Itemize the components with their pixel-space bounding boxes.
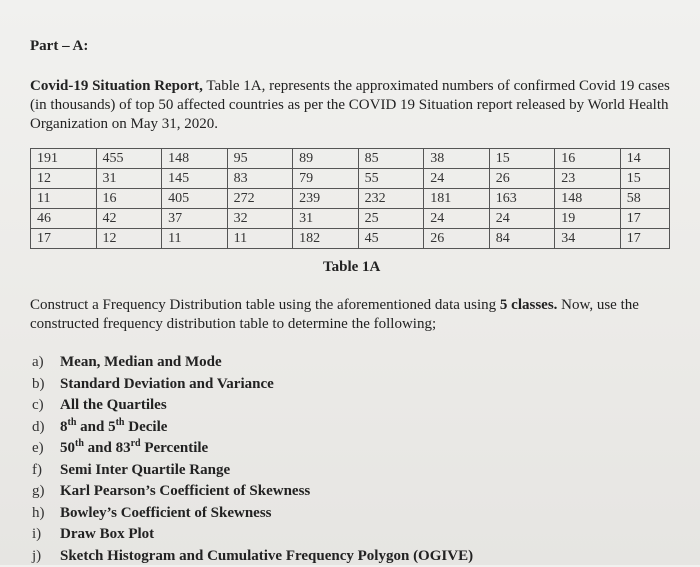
table-cell: 79 [293, 169, 359, 189]
table-cell: 84 [489, 229, 555, 249]
question-text: All the Quartiles [60, 397, 167, 413]
question-text: Semi Inter Quartile Range [60, 462, 230, 478]
table-row [31, 229, 670, 249]
table-cell: 19 [555, 209, 621, 229]
question-item [32, 438, 473, 460]
table-row [31, 169, 670, 189]
question-item [32, 481, 473, 503]
table-cell: 14 [620, 149, 669, 169]
table-cell: 182 [293, 229, 359, 249]
table-cell: 15 [620, 169, 669, 189]
ordinal-number: 50 [60, 440, 75, 456]
question-text: Mean, Median and Mode [60, 354, 222, 370]
question-text: Standard Deviation and Variance [60, 376, 274, 392]
table-cell: 38 [424, 149, 490, 169]
table-cell: 31 [96, 169, 162, 189]
question-text [60, 440, 208, 456]
table-caption: Table 1A [323, 259, 380, 276]
ordinal-suffix: rd [131, 438, 141, 449]
table-cell: 34 [555, 229, 621, 249]
table-cell: 12 [96, 229, 162, 249]
question-label: d) [32, 417, 60, 438]
question-list [32, 352, 473, 567]
table-cell: 405 [162, 189, 228, 209]
intro-title: Covid-19 Situation Report, [30, 78, 203, 94]
instructions-pre: Construct a Frequency Distribution table using the aforementioned data using [30, 297, 500, 313]
table-row [31, 149, 670, 169]
table-cell: 16 [96, 189, 162, 209]
question-text: Sketch Histogram and Cumulative Frequency Polygon (OGIVE) [60, 548, 473, 564]
table-cell: 46 [31, 209, 97, 229]
table-cell: 26 [489, 169, 555, 189]
ordinal-number: 8 [60, 419, 68, 435]
table-cell: 11 [227, 229, 293, 249]
table-cell: 191 [31, 149, 97, 169]
table-cell: 83 [227, 169, 293, 189]
table-cell: 181 [424, 189, 490, 209]
table-cell: 11 [31, 189, 97, 209]
intro-text: Table 1A, represents the approximated numbers of confirmed Covid 19 cases (in thousands) of top 50 affected countries as per the COVID 19 Situation report released by World Health Organization on May 31, 2020. [30, 78, 670, 132]
question-label: h) [32, 503, 60, 524]
table-cell: 148 [162, 149, 228, 169]
table-cell: 11 [162, 229, 228, 249]
table-row [31, 209, 670, 229]
question-item [32, 546, 473, 567]
table-cell: 37 [162, 209, 228, 229]
ordinal-number: and 83 [84, 440, 131, 456]
ordinal-number: and 5 [76, 419, 115, 435]
question-text: Bowley’s Coefficient of Skewness [60, 505, 272, 521]
table-cell: 17 [620, 229, 669, 249]
table-cell: 145 [162, 169, 228, 189]
question-text: Draw Box Plot [60, 526, 154, 542]
table-cell: 25 [358, 209, 424, 229]
question-item [32, 374, 473, 396]
question-label: c) [32, 395, 60, 416]
table-cell: 24 [424, 169, 490, 189]
table-cell: 163 [489, 189, 555, 209]
question-text [60, 419, 167, 435]
table-cell: 17 [31, 229, 97, 249]
question-label: g) [32, 481, 60, 502]
ordinal-suffix: th [68, 417, 77, 428]
table-cell: 232 [358, 189, 424, 209]
question-label: j) [32, 546, 60, 567]
table-cell: 239 [293, 189, 359, 209]
question-item [32, 395, 473, 417]
table-cell: 272 [227, 189, 293, 209]
question-label: f) [32, 460, 60, 481]
table-cell: 24 [424, 209, 490, 229]
question-label: a) [32, 352, 60, 373]
table-cell: 32 [227, 209, 293, 229]
question-item [32, 460, 473, 482]
question-label: e) [32, 438, 60, 459]
question-item [32, 524, 473, 546]
table-cell: 17 [620, 209, 669, 229]
section-heading: Part – A: [30, 38, 88, 55]
instructions-paragraph [30, 296, 680, 334]
table-cell: 26 [424, 229, 490, 249]
table-cell: 58 [620, 189, 669, 209]
table-cell: 148 [555, 189, 621, 209]
table-cell: 55 [358, 169, 424, 189]
table-cell: 24 [489, 209, 555, 229]
table-cell: 16 [555, 149, 621, 169]
table-cell: 23 [555, 169, 621, 189]
question-item [32, 503, 473, 525]
covid-data-table [30, 148, 670, 249]
table-cell: 42 [96, 209, 162, 229]
question-item [32, 352, 473, 374]
table-cell: 85 [358, 149, 424, 169]
ordinal-suffix: th [75, 438, 84, 449]
question-item [32, 417, 473, 439]
question-term: Decile [125, 419, 168, 435]
table-cell: 12 [31, 169, 97, 189]
table-cell: 455 [96, 149, 162, 169]
instructions-classes: 5 classes. [500, 297, 558, 313]
table-cell: 31 [293, 209, 359, 229]
intro-paragraph [30, 77, 678, 134]
table-cell: 45 [358, 229, 424, 249]
table-cell: 95 [227, 149, 293, 169]
table-cell: 15 [489, 149, 555, 169]
question-term: Percentile [141, 440, 209, 456]
table-cell: 89 [293, 149, 359, 169]
question-label: b) [32, 374, 60, 395]
question-label: i) [32, 524, 60, 545]
table-row [31, 189, 670, 209]
question-text: Karl Pearson’s Coefficient of Skewness [60, 483, 310, 499]
instructions-post: Now, use the constructed frequency distribution table to determine the following; [30, 297, 639, 332]
ordinal-suffix: th [116, 417, 125, 428]
